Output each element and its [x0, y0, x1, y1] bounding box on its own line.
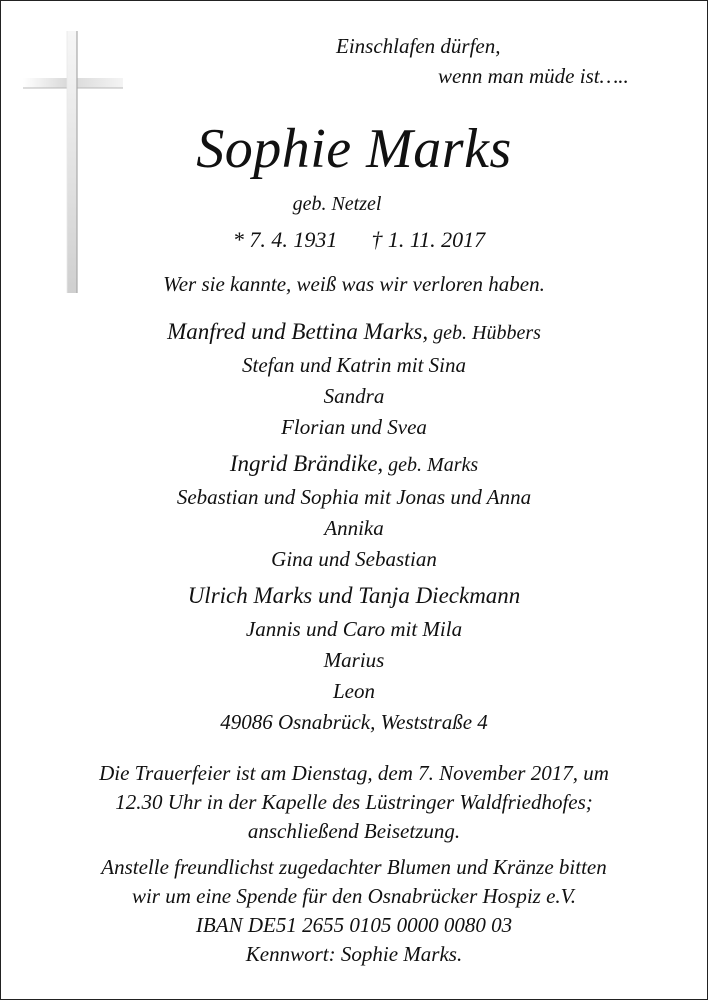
- memorial-verse: Wer sie kannte, weiß was wir verloren haben.: [163, 272, 545, 296]
- funeral-info: [1, 759, 707, 846]
- family-head: Ulrich Marks und Tanja Dieckmann: [187, 583, 521, 608]
- family-member: Gina und Sebastian: [271, 547, 437, 571]
- family-member: Sandra: [323, 384, 385, 408]
- birth-date: * 7. 4. 1931: [232, 227, 338, 252]
- family-member: Jannis und Caro mit Mila: [245, 617, 463, 641]
- death-date: † 1. 11. 2017: [371, 227, 486, 252]
- maiden-name: geb. Netzel: [292, 193, 382, 215]
- donation-info: [1, 853, 707, 969]
- deceased-name: Sophie Marks: [196, 118, 512, 180]
- life-dates: [1, 225, 708, 255]
- family-member: Stefan und Katrin mit Sina: [241, 353, 466, 377]
- motto-quote: [336, 31, 629, 91]
- family-member: Sebastian und Sophia mit Jonas und Anna: [176, 485, 532, 509]
- family-member: Leon: [333, 679, 375, 703]
- family-group: [1, 315, 707, 443]
- funeral-info-line: Die Trauerfeier ist am Dienstag, dem 7. November 2017, um: [99, 761, 609, 785]
- funeral-info-line: anschließend Beisetzung.: [247, 819, 461, 843]
- donation-keyword: Kennwort: Sophie Marks.: [245, 942, 463, 966]
- funeral-info-line: 12.30 Uhr in der Kapelle des Lüstringer Waldfriedhofes;: [115, 790, 593, 814]
- family-group: [1, 447, 707, 575]
- family-member: Florian und Svea: [281, 415, 427, 439]
- mourners-list: [1, 315, 707, 711]
- donation-iban: IBAN DE51 2655 0105 0000 0080 03: [195, 913, 513, 937]
- donation-info-line: wir um eine Spende für den Osnabrücker Hospiz e.V.: [131, 884, 577, 908]
- family-member: Annika: [324, 516, 384, 540]
- donation-info-line: Anstelle freundlichst zugedachter Blumen und Kränze bitten: [101, 855, 607, 879]
- family-address: 49086 Osnabrück, Weststraße 4: [220, 710, 488, 734]
- family-head: Manfred und Bettina Marks, geb. Hübbers: [167, 319, 541, 344]
- family-group: [1, 579, 707, 707]
- family-head: Ingrid Brändike, geb. Marks: [229, 451, 479, 476]
- family-member: Marius: [323, 648, 385, 672]
- motto-line-1: Einschlafen dürfen,: [336, 34, 501, 58]
- motto-line-2: wenn man müde ist…..: [438, 64, 629, 88]
